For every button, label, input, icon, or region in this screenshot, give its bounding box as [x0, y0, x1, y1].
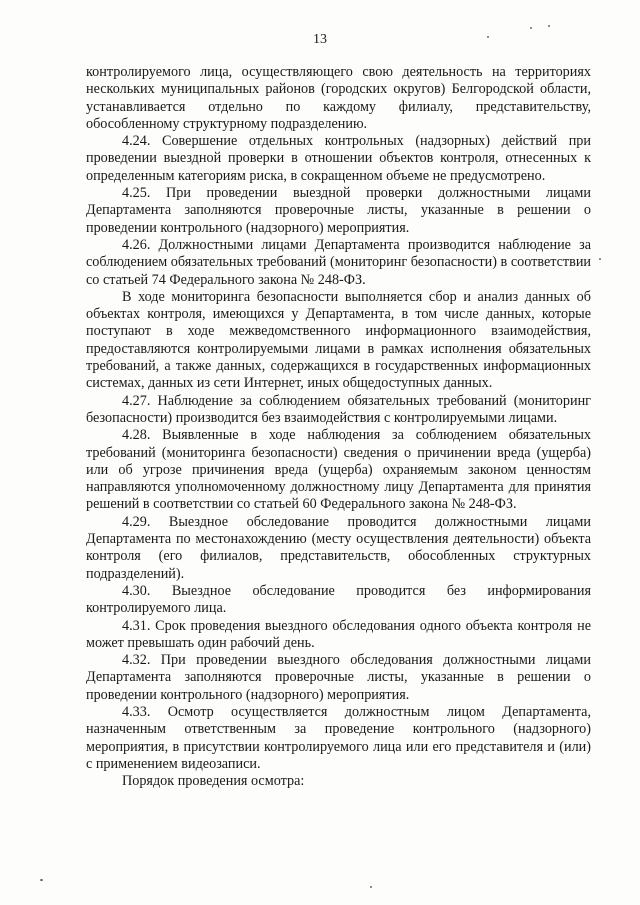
scan-speck [548, 25, 550, 27]
paragraph-4-29: 4.29. Выездное обследование проводится должностными лицами Департамента по местонахождению (месту осуществления деятельности) объекта контроля (его филиалов, представительств, обособленных структурных подразделений). [86, 513, 591, 582]
paragraph-4-33: 4.33. Осмотр осуществляется должностным лицом Департамента, назначенным ответственным за проведение контрольного (надзорного) мероприятия, в присутствии контролируемого лица или его представителя и (или) с применением видеозаписи. [86, 703, 591, 772]
paragraph-monitoring: В ходе мониторинга безопасности выполняется сбор и анализ данных об объектах контроля, имеющихся у Департамента, в том числе данных, которые поступают в ходе межведомственного информационного взаимодействия, предоставляются контролируемыми лицами в рамках исполнения обязательных требований, а также данных, содержащихся в государственных информационных системах, данных из сети Интернет, иных общедоступных данных. [86, 288, 591, 392]
paragraph-4-27: 4.27. Наблюдение за соблюдением обязательных требований (мониторинг безопасности) производится без взаимодействия с контролируемыми лицами. [86, 392, 591, 426]
document-body [86, 64, 591, 790]
paragraph-4-26: 4.26. Должностными лицами Департамента производится наблюдение за соблюдением обязательных требований (мониторинг безопасности) в соответствии со статьей 74 Федерального закона № 248-ФЗ. [86, 236, 591, 288]
paragraph-4-32: 4.32. При проведении выездного обследования должностными лицами Департамента заполняются проверочные листы, указанные в решении о проведении контрольного (надзорного) мероприятия. [86, 652, 591, 703]
paragraph-4-24: 4.24. Совершение отдельных контрольных (надзорных) действий при проведении выездной проверки в отношении объектов контроля, отнесенных к определенным категориям риска, в сокращенном объеме не предусмотрено. [86, 133, 591, 184]
paragraph-continuation: контролируемого лица, осуществляющего свою деятельность на территориях нескольких муниципальных районов (городских округов) Белгородской области, устанавливается отдельно по каждому филиалу, представительству, обособленному структурному подразделению. [86, 64, 591, 132]
paragraph-inspection-procedure: Порядок проведения осмотра: [122, 773, 305, 790]
paragraph-4-28: 4.28. Выявленные в ходе наблюдения за соблюдением обязательных требований (мониторинга безопасности) сведения о причинении вреда (ущерба) или об угрозе причинения вреда (ущерба) охраняемым законом ценностям направляются уполномоченному должностному лицу Департамента для принятия решений в соответствии со статьей 60 Федерального закона № 248-ФЗ. [86, 427, 591, 513]
paragraph-4-30: 4.30. Выездное обследование проводится без информирования контролируемого лица. [86, 582, 591, 617]
scan-speck [40, 879, 43, 881]
paragraph-4-31: 4.31. Срок проведения выездного обследования одного объекта контроля не может превышать один рабочий день. [86, 617, 591, 651]
scan-speck [370, 886, 372, 888]
page-number: 13 [313, 32, 327, 47]
scan-speck [487, 36, 489, 38]
scan-speck [530, 27, 532, 29]
paragraph-4-25: 4.25. При проведении выездной проверки должностными лицами Департамента заполняются проверочные листы, указанные в решении о проведении контрольного (надзорного) мероприятия. [86, 185, 591, 236]
scan-speck [599, 258, 601, 260]
